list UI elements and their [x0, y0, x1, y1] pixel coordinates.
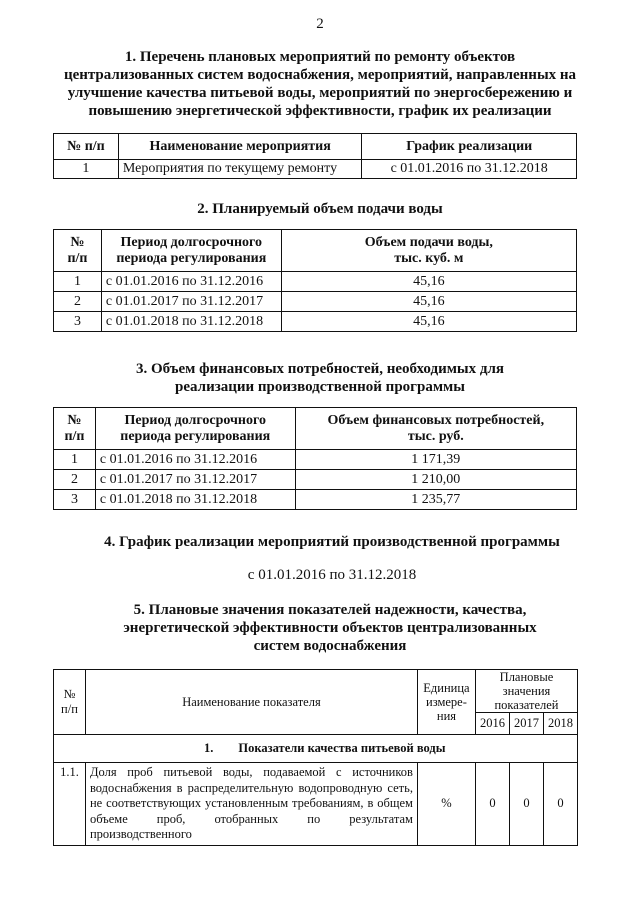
- cell-period: с 01.01.2018 по 31.12.2018: [101, 312, 281, 332]
- section5-title: [10, 601, 640, 655]
- cell-num: 2: [54, 470, 96, 490]
- section1-title-line: централизованных систем водоснабжения, мероприятий, направленных на: [63, 67, 577, 83]
- section1-title: [0, 48, 640, 120]
- cell-period: с 01.01.2016 по 31.12.2016: [101, 272, 281, 292]
- cell-finance: 1 171,39: [295, 450, 576, 470]
- table-row: [54, 490, 577, 510]
- header-volume: Объем подачи воды, тыс. куб. м: [281, 230, 576, 272]
- cell-unit: %: [417, 763, 475, 846]
- header-num: № п/п: [54, 230, 102, 272]
- section5-table: [53, 669, 578, 846]
- cell-volume: 45,16: [281, 292, 576, 312]
- section5-title-line: систем водоснабжения: [253, 638, 407, 654]
- header-activity: Наименование мероприятия: [118, 134, 362, 160]
- group-row: [54, 735, 578, 763]
- header-year-2017: 2017: [509, 713, 543, 735]
- section4-title: 4. График реализации мероприятий производственной программы: [104, 534, 560, 550]
- cell-schedule: с 01.01.2016 по 31.12.2018: [362, 160, 577, 179]
- section4-period: с 01.01.2016 по 31.12.2018: [247, 567, 417, 583]
- cell-activity: Мероприятия по текущему ремонту: [118, 160, 362, 179]
- section3-title: [0, 360, 640, 396]
- table-row: [54, 292, 577, 312]
- page-number: 2: [316, 16, 324, 32]
- table-row: [54, 450, 577, 470]
- section5-title-line: 5. Плановые значения показателей надежности, качества,: [133, 602, 527, 618]
- section1-table: [53, 133, 577, 179]
- header-period: Период долгосрочного периода регулирования: [101, 230, 281, 272]
- table-row: [54, 312, 577, 332]
- section3-table: [53, 407, 577, 510]
- cell-num: 1: [54, 160, 119, 179]
- section3-title-line: 3. Объем финансовых потребностей, необходимых для: [135, 361, 505, 377]
- cell-value-2017: 0: [509, 763, 543, 846]
- cell-num: 3: [54, 490, 96, 510]
- cell-value-2018: 0: [543, 763, 577, 846]
- cell-period: с 01.01.2018 по 31.12.2018: [95, 490, 295, 510]
- header-schedule: График реализации: [362, 134, 577, 160]
- cell-num: 2: [54, 292, 102, 312]
- cell-period: с 01.01.2016 по 31.12.2016: [95, 450, 295, 470]
- header-num: № п/п: [54, 408, 96, 450]
- section1-title-line: 1. Перечень плановых мероприятий по ремонту объектов: [124, 49, 516, 65]
- header-year-2016: 2016: [475, 713, 509, 735]
- section1-title-line: повышению энергетической эффективности, график их реализации: [88, 103, 552, 119]
- cell-value-2016: 0: [475, 763, 509, 846]
- table-row: [54, 763, 578, 846]
- table-row: [54, 272, 577, 292]
- section2-table: [53, 229, 577, 332]
- cell-num: 1.1.: [54, 763, 86, 846]
- group-num: 1.: [204, 741, 214, 755]
- cell-volume: 45,16: [281, 272, 576, 292]
- header-num: № п/п: [54, 670, 86, 735]
- cell-volume: 45,16: [281, 312, 576, 332]
- cell-num: 1: [54, 450, 96, 470]
- section3-title-line: реализации производственной программы: [175, 379, 465, 395]
- header-year-2018: 2018: [543, 713, 577, 735]
- section2-title: 2. Планируемый объем подачи воды: [197, 201, 443, 217]
- group-text: Показатели качества питьевой воды: [238, 741, 446, 755]
- section1-title-line: улучшение качества питьевой воды, мероприятий по энергосбережению и: [67, 85, 573, 101]
- header-num: № п/п: [54, 134, 119, 160]
- header-planned: Плановые значения показателей: [475, 670, 577, 713]
- group-label: [54, 735, 578, 763]
- header-finance: Объем финансовых потребностей, тыс. руб.: [295, 408, 576, 450]
- cell-finance: 1 235,77: [295, 490, 576, 510]
- cell-num: 3: [54, 312, 102, 332]
- table-row: [54, 470, 577, 490]
- header-period: Период долгосрочного периода регулирования: [95, 408, 295, 450]
- cell-finance: 1 210,00: [295, 470, 576, 490]
- cell-period: с 01.01.2017 по 31.12.2017: [101, 292, 281, 312]
- cell-indicator: Доля проб питьевой воды, подаваемой с источников водоснабжения в распределительную водопроводную сеть, не соответствующих установленным требованиям, в общем объеме проб, отобранных по результатам производственного: [85, 763, 417, 846]
- cell-period: с 01.01.2017 по 31.12.2017: [95, 470, 295, 490]
- section5-title-line: энергетической эффективности объектов централизованных: [123, 620, 537, 636]
- cell-num: 1: [54, 272, 102, 292]
- header-unit: Единица измере- ния: [417, 670, 475, 735]
- header-indicator: Наименование показателя: [85, 670, 417, 735]
